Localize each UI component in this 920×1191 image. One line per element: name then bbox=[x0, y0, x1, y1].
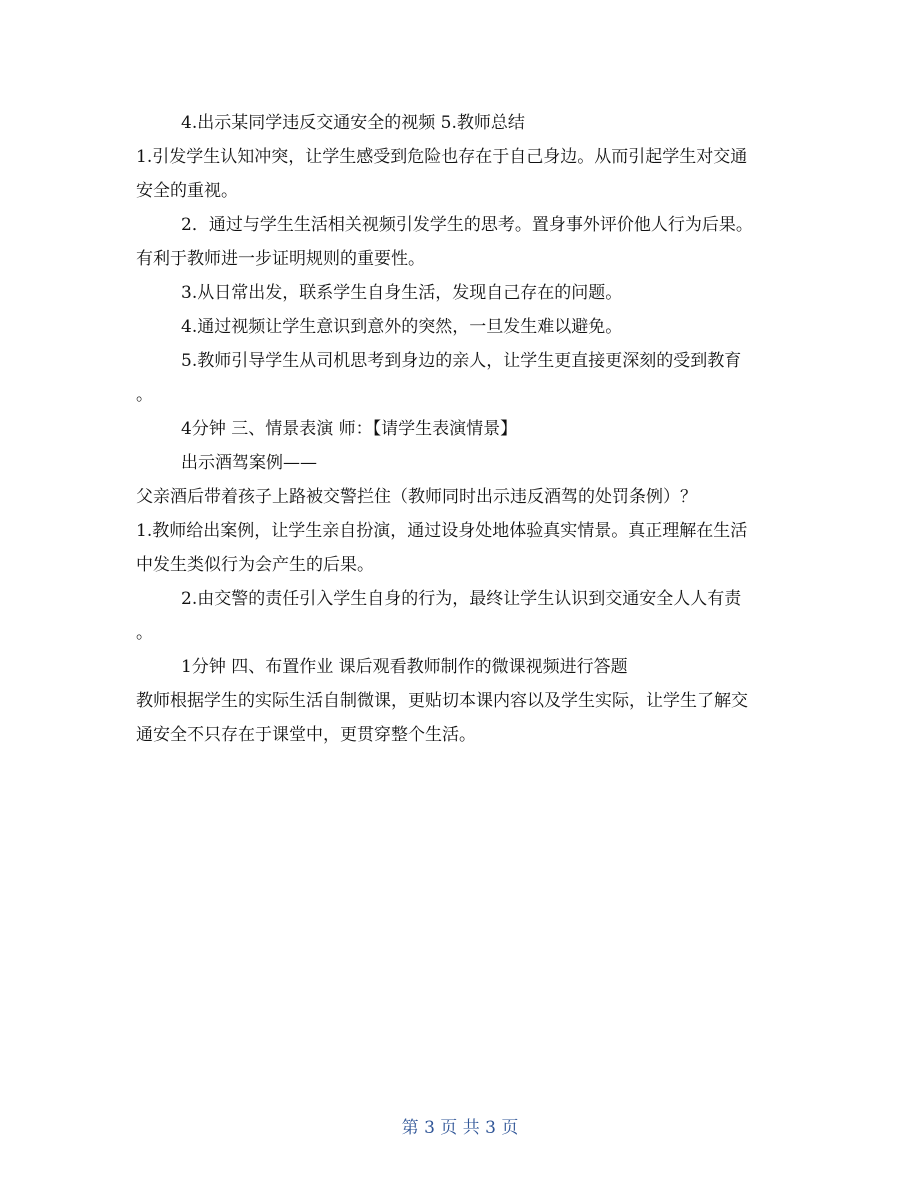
text-line: 1.教师给出案例，让学生亲自扮演，通过设身处地体验真实情景。真正理解在生活 bbox=[136, 521, 748, 541]
text-line: 安全的重视。 bbox=[136, 181, 238, 201]
document-body bbox=[136, 106, 786, 752]
text-line: 1.引发学生认知冲突，让学生感受到危险也存在于自己身边。从而引起学生对交通 bbox=[136, 147, 748, 167]
text-line: 教师根据学生的实际生活自制微课，更贴切本课内容以及学生实际，让学生了解交 bbox=[136, 691, 748, 711]
text-line: 父亲酒后带着孩子上路被交警拦住（教师同时出示违反酒驾的处罚条例）？ bbox=[136, 487, 697, 507]
text-line: 。 bbox=[136, 385, 153, 405]
text-line: 2.由交警的责任引入学生自身的行为，最终让学生认识到交通安全人人有责 bbox=[181, 589, 742, 609]
text-line: 中发生类似行为会产生的后果。 bbox=[136, 555, 374, 575]
text-line: 2．通过与学生生活相关视频引发学生的思考。置身事外评价他人行为后果。 bbox=[181, 215, 753, 235]
text-line: 出示酒驾案例—— bbox=[181, 453, 317, 473]
text-line: 通安全不只存在于课堂中，更贯穿整个生活。 bbox=[136, 725, 476, 745]
text-line: 。 bbox=[136, 623, 153, 643]
text-line: 3.从日常出发，联系学生自身生活，发现自己存在的问题。 bbox=[181, 283, 623, 303]
page-number-footer: 第 3 页 共 3 页 bbox=[401, 1118, 519, 1138]
text-line: 5.教师引导学生从司机思考到身边的亲人，让学生更直接更深刻的受到教育 bbox=[181, 351, 742, 371]
text-line: 4.出示某同学违反交通安全的视频 5.教师总结 bbox=[181, 113, 525, 133]
text-line: 1分钟 四、布置作业 课后观看教师制作的微课视频进行答题 bbox=[181, 657, 628, 677]
text-line: 有利于教师进一步证明规则的重要性。 bbox=[136, 249, 425, 269]
text-line: 4分钟 三、情景表演 师：【请学生表演情景】 bbox=[181, 419, 518, 439]
text-line: 4.通过视频让学生意识到意外的突然，一旦发生难以避免。 bbox=[181, 317, 623, 337]
